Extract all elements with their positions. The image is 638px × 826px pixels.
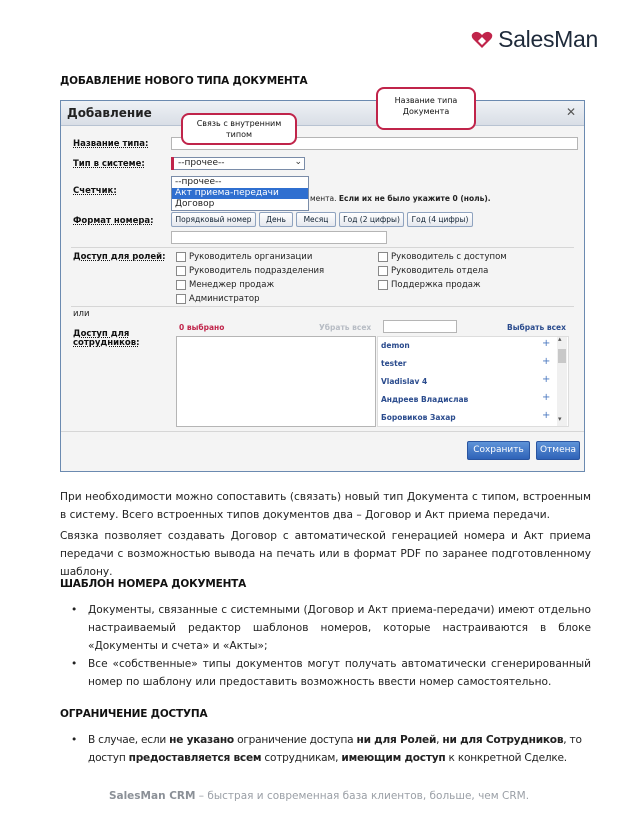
bullet-list [60, 731, 591, 767]
cancel-button[interactable]: Отмена [536, 441, 580, 460]
text-run: В случае, если [88, 734, 170, 746]
text-run: к конкретной Сделке. [445, 752, 567, 764]
callout-link-type: Связь с внутренним типом [181, 113, 297, 145]
dialog-header [61, 101, 584, 126]
chevron-up-icon[interactable]: ▴ [558, 335, 562, 343]
text-run-bold: ни для Сотрудников [442, 734, 564, 746]
dialog-title: Добавление [67, 106, 152, 120]
name-label: Название типа: [73, 139, 149, 149]
system-type-select[interactable] [171, 157, 305, 170]
paragraph: При необходимости можно сопоставить (связать) новый тип Документа с типом, встроенным в систему. Всего встроенных типов документов два – Договор и Акт приема передачи. [60, 491, 591, 521]
employee-search-input[interactable] [383, 320, 457, 333]
callout-type-name: Название типа Документа [376, 87, 476, 130]
system-type-label: Тип в системе: [73, 159, 145, 169]
section-title-number-template: ШАБЛОН НОМЕРА ДОКУМЕНТА [60, 578, 247, 590]
bullet-list [60, 601, 591, 691]
divider [61, 431, 584, 432]
role-checkbox[interactable] [176, 294, 260, 304]
system-type-value: --прочее-- [178, 158, 225, 168]
add-icon[interactable]: + [542, 410, 551, 421]
footer-text: – быстрая и современная база клиентов, больше, чем CRM. [195, 790, 530, 802]
checkbox-icon[interactable] [378, 280, 388, 290]
role-checkbox[interactable] [176, 252, 312, 262]
counter-hint-bold: Если их не было укажите 0 (ноль). [338, 194, 491, 203]
list-item: • Документы, связанные с системными (Договор и Акт приема-передачи) имеют отдельно настраиваемый редактор шаблонов номеров, которые настраиваются в блоке «Документы и счета» и «Акты»; [60, 601, 591, 655]
save-button[interactable]: Сохранить [467, 441, 530, 460]
roles-label: Доступ для ролей: [73, 252, 166, 262]
role-checkbox[interactable] [176, 266, 324, 276]
text-run-bold: не указано [169, 734, 234, 746]
system-type-dropdown [171, 176, 309, 211]
dropdown-option[interactable]: Договор [175, 199, 215, 209]
text-run: , то доступ [88, 734, 582, 764]
text-run: ограничение доступа [233, 734, 357, 746]
checkbox-icon[interactable] [176, 252, 186, 262]
or-label: или [73, 309, 90, 319]
role-checkbox[interactable] [378, 280, 481, 290]
role-label: Руководитель подразделения [189, 266, 325, 276]
close-icon[interactable]: ✕ [565, 105, 576, 119]
heart-logo-icon [471, 31, 493, 49]
text-run-bold: ни для Ролей [356, 734, 437, 746]
dropdown-option-selected[interactable]: Акт приема-передачи [172, 188, 308, 199]
format-button-year2[interactable]: Год (2 цифры) [339, 212, 404, 227]
format-button-day[interactable]: День [259, 212, 293, 227]
role-label: Руководитель организации [189, 252, 313, 262]
add-icon[interactable]: + [542, 374, 551, 385]
text-run-bold: имеющим доступ [341, 752, 446, 764]
role-label: Руководитель с доступом [391, 252, 507, 262]
add-icon[interactable]: + [542, 356, 551, 367]
salesman-logo [471, 26, 598, 53]
selected-employees-box[interactable] [176, 336, 376, 427]
role-label: Поддержка продаж [391, 280, 481, 290]
select-all-link[interactable]: Выбрать всех [507, 323, 566, 332]
role-checkbox[interactable] [378, 266, 488, 276]
employee-item[interactable]: Vladislav 4 [381, 377, 428, 386]
list-item: • Все «собственные» типы документов могут получать автоматически сгенерированный номер по шаблону или предоставить возможность ввести номер самостоятельно. [60, 655, 591, 691]
text-run-bold: предоставляется всем [128, 752, 262, 764]
role-label: Руководитель отдела [391, 266, 489, 276]
scrollbar[interactable] [557, 337, 567, 426]
employees-label-line2: сотрудников: [73, 338, 140, 348]
role-label: Менеджер продаж [189, 280, 275, 290]
role-checkbox[interactable] [176, 280, 274, 290]
select-focus-marker [171, 157, 174, 170]
counter-hint [310, 194, 491, 203]
format-button-month[interactable]: Месяц [296, 212, 336, 227]
paragraph: Связка позволяет создавать Договор с автоматической генерацией номера и Акт приема передачи с возможностью вывода на печать или в формат PDF по заранее подготовленному шаблону. [60, 530, 591, 578]
footer-brand: SalesMan CRM [108, 790, 196, 802]
role-checkbox[interactable] [378, 252, 507, 262]
counter-hint-prefix: мента. [310, 194, 337, 203]
scrollbar-thumb[interactable] [558, 349, 566, 363]
footer [0, 790, 638, 802]
format-button-year4[interactable]: Год (4 цифры) [407, 212, 473, 227]
list-item [60, 731, 591, 767]
logo-text: SalesMan [498, 26, 598, 52]
section-title-add-type: ДОБАВЛЕНИЕ НОВОГО ТИПА ДОКУМЕНТА [60, 75, 308, 87]
text-run: сотрудникам, [261, 752, 342, 764]
add-icon[interactable]: + [542, 392, 551, 403]
dropdown-option[interactable]: --прочее-- [175, 177, 222, 187]
counter-label: Счетчик: [73, 186, 117, 196]
selected-count: 0 выбрано [179, 323, 225, 332]
format-label: Формат номера: [73, 216, 154, 226]
checkbox-icon[interactable] [378, 266, 388, 276]
checkbox-icon[interactable] [378, 252, 388, 262]
format-button-serial[interactable]: Порядковый номер [171, 212, 256, 227]
checkbox-icon[interactable] [176, 294, 186, 304]
divider [71, 247, 574, 248]
role-label: Администратор [189, 294, 260, 304]
employee-item[interactable]: demon [381, 341, 410, 350]
employee-item[interactable]: tester [381, 359, 407, 368]
section-title-access: ОГРАНИЧЕНИЕ ДОСТУПА [60, 708, 208, 720]
checkbox-icon[interactable] [176, 280, 186, 290]
chevron-down-icon: ⌄ [294, 157, 302, 167]
text-run: , [436, 734, 443, 746]
chevron-down-icon[interactable]: ▾ [558, 415, 562, 423]
add-type-dialog [60, 100, 585, 472]
divider [71, 306, 574, 307]
employees-label-line1: Доступ для [73, 329, 130, 339]
employee-item[interactable]: Боровиков Захар [381, 413, 456, 422]
employee-item[interactable]: Андреев Владислав [381, 395, 469, 404]
remove-all-link[interactable]: Убрать всех [319, 323, 372, 332]
number-format-input[interactable] [171, 231, 387, 244]
checkbox-icon[interactable] [176, 266, 186, 276]
add-icon[interactable]: + [542, 338, 551, 349]
